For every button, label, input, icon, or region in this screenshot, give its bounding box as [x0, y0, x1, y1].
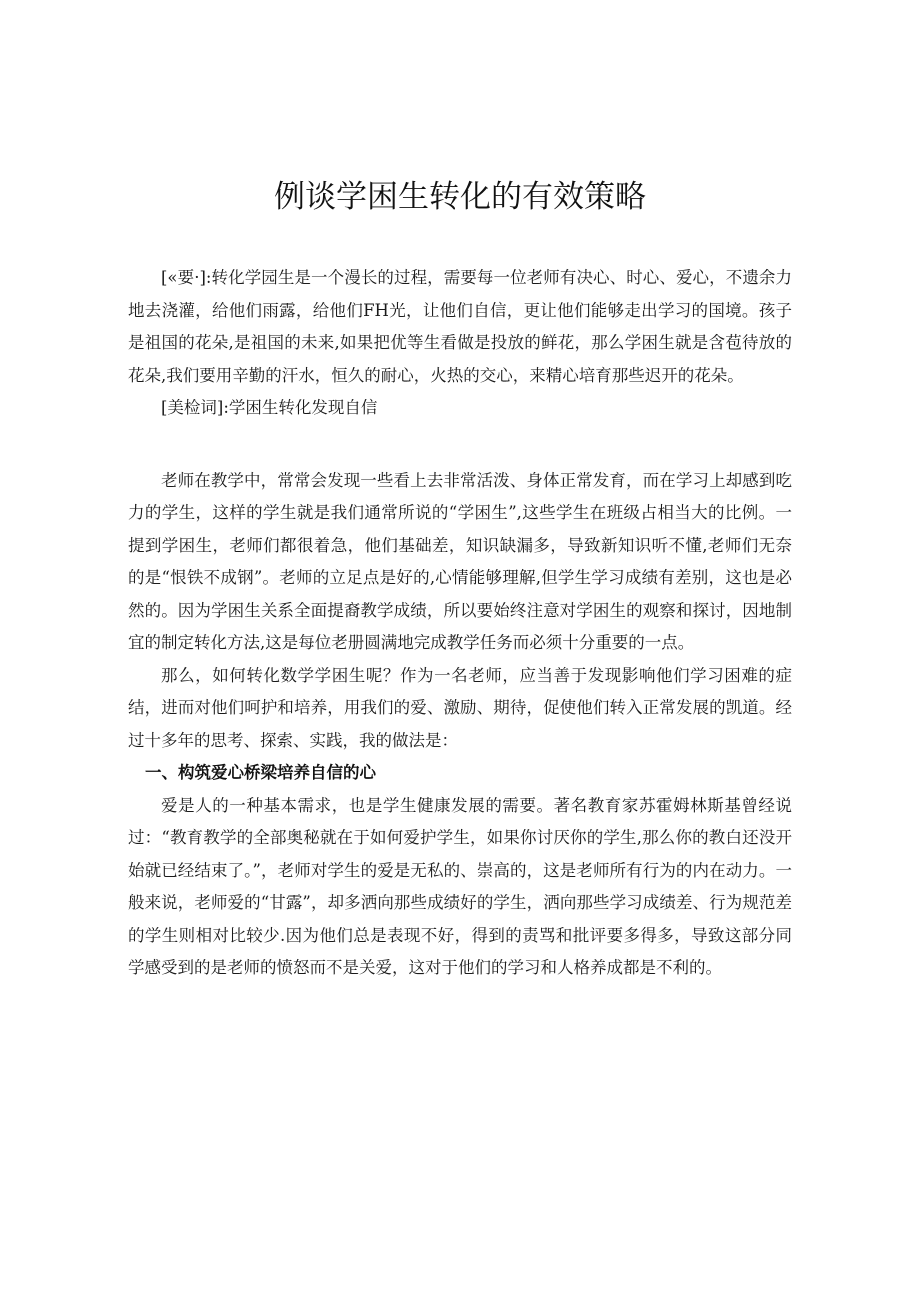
section-1-paragraph: 爱是人的一种基本需求，也是学生健康发展的需要。著名教育家苏霍姆林斯基曾经说过：“教育教学的全部奥秘就在于如何爱护学生，如果你讨厌你的学生,那么你的教白还没开始就已经结束了。”，老师对学生的爱是无私的、崇高的，这是老师所有行为的内在动力。一般来说，老师爱的“甘露”，却多洒向那些成绩好的学生，洒向那些学习成绩差、行为规范差的学生则相对比较少.因为他们总是表现不好，得到的责骂和批评要多得多，导致这部分同学感受到的是老师的愤怒而不是关爱，这对于他们的学习和人格养成都是不利的。 — [128, 795, 792, 977]
section-1-heading: 一、构筑爱心桥梁培养自信的心 — [145, 763, 376, 782]
intro-paragraph-2: 那么，如何转化数学学困生呢？作为一名老师，应当善于发现影响他们学习困难的症结，进而对他们呵护和培养，用我们的爱、激励、期待，促使他们转入正常发展的凯道。经过十多年的思考、探索、实践，我的做法是： — [128, 665, 792, 750]
abstract-paragraph: [«要·]:转化学园生是一个漫长的过程，需要每一位老师有决心、时心、爱心，不遗余力地去浇灌，给他们雨露，给他们FH光，让他们自信，更让他们能够走出学习的国境。孩子是祖国的花朵,是祖国的未来,如果把优等生看做是投放的鲜花，那么学困生就是含苞待放的花朵,我们要用辛勤的汗水，恒久的耐心，火热的交心，来精心培育那些迟开的花朵。 — [128, 268, 792, 385]
document-page — [128, 0, 792, 985]
keywords-line: [美检词]:学困生转化发现自信 — [161, 398, 378, 417]
intro-paragraph-1: 老师在教学中，常常会发现一些看上去非常活泼、身体正常发育，而在学习上却感到吃力的学生，这样的学生就是我们通常所说的“学困生”,这些学生在班级占相当大的比例。一提到学困生，老师们都很着急，他们基础差，知识缺漏多，导致新知识听不懂,老师们无奈的是“恨铁不成钢”。老师的立足点是好的,心情能够理解,但学生学习成绩有差别，这也是必然的。因为学困生关系全面提裔教学成绩，所以要始终注意对学困生的观察和探讨，因地制宜的制定转化方法,这是每位老册圆满地完成教学任务而必须十分重要的一点。 — [128, 470, 792, 652]
document-title: 例谈学困生转化的有效策略 — [274, 179, 646, 215]
